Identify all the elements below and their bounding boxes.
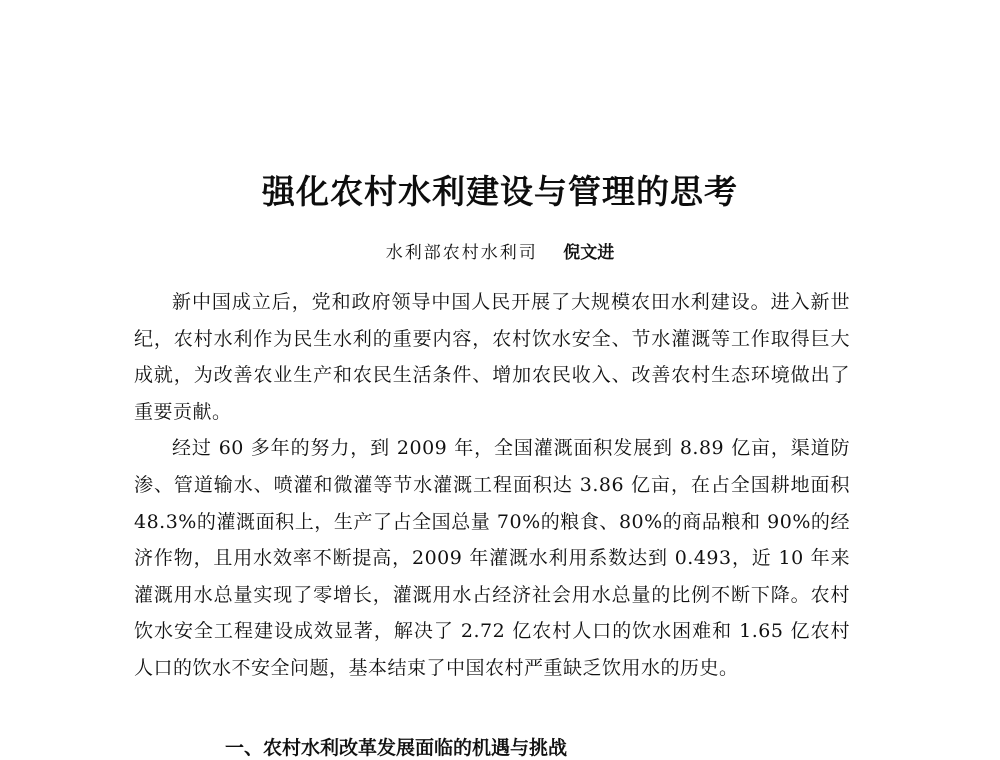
- article-body: [134, 284, 850, 687]
- paragraph-1: 新中国成立后，党和政府领导中国人民开展了大规模农田水利建设。进入新世纪，农村水利作为民生水利的重要内容，农村饮水安全、节水灌溉等工作取得巨大成就，为改善农业生产和农民生活条件、增加农民收入、改善农村生态环境做出了重要贡献。: [134, 291, 850, 423]
- article-title: 强化农村水利建设与管理的思考: [262, 172, 738, 211]
- section-heading: 一、农村水利改革发展面临的机遇与挑战: [225, 737, 568, 759]
- article-byline: [0, 238, 1000, 263]
- author-name: 倪文进: [563, 243, 615, 263]
- paragraph-2: 经过 60 多年的努力，到 2009 年，全国灌溉面积发展到 8.89 亿亩，渠道防渗、管道输水、喷灌和微灌等节水灌溉工程面积达 3.86 亿亩，在占全国耕地面积 48.3%的灌溉面积上，生产了占全国总量 70%的粮食、80%的商品粮和 90%的经济作物，且用水效率不断提高，2009 年灌溉水利用系数达到 0.493，近 10 年来灌溉用水总量实现了零增长，灌溉用水占经济社会用水总量的比例不断下降。农村饮水安全工程建设成效显著，解决了 2.72 亿农村人口的饮水困难和 1.65 亿农村人口的饮水不安全问题，基本结束了中国农村严重缺乏饮用水的历史。: [134, 437, 850, 679]
- author-department: 水利部农村水利司: [385, 243, 538, 263]
